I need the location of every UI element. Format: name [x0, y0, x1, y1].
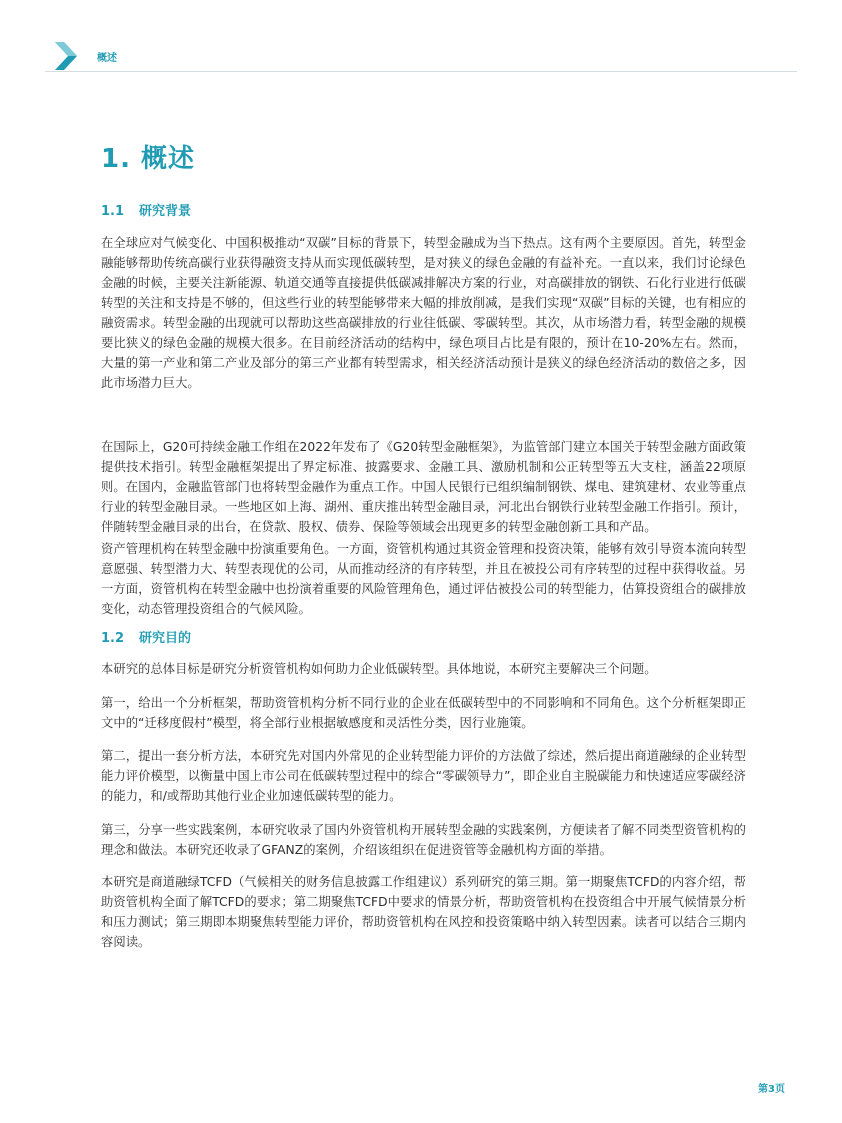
paragraph: 本研究是商道融绿TCFD（气候相关的财务信息披露工作组建议）系列研究的第三期。第一期聚焦TCFD的内容介绍，帮助资管机构全面了解TCFD的要求；第二期聚焦TCFD中要求的情景分析，帮助资管机构在投资组合中开展气候情景分析和压力测试；第三期即本期聚焦转型能力评价，帮助资管机构在风控和投资策略中纳入转型因素。读者可以结合三期内容阅读。 [101, 875, 746, 949]
header-divider [45, 71, 797, 72]
section-number: 1.1 [101, 204, 125, 219]
paragraph: 在全球应对气候变化、中国积极推动“双碳”目标的背景下，转型金融成为当下热点。这有两个主要原因。首先，转型金融能够帮助传统高碳行业获得融资支持从而实现低碳转型，是对狭义的绿色金融的有益补充。一直以来，我们讨论绿色金融的时候，主要关注新能源、轨道交通等直接提供低碳减排解决方案的行业，对高碳排放的钢铁、石化行业进行低碳转型的关注和支持是不够的，但这些行业的转型能够带来大幅的排放削减，是我们实现“双碳”目标的关键，也有相应的融资需求。转型金融的出现就可以帮助这些高碳排放的行业往低碳、零碳转型。其次，从市场潜力看，转型金融的规模要比狭义的绿色金融的规模大很多。在目前经济活动的结构中，绿色项目占比是有限的，预计在10-20%左右。然而，大量的第一产业和第二产业及部分的第三产业都有转型需求，相关经济活动预计是狭义的绿色经济活动的数倍之多，因此市场潜力巨大。 [101, 236, 746, 390]
section-title: 研究背景 [139, 204, 192, 219]
page-title: 1. 概述 [101, 144, 196, 174]
paragraph: 在国际上，G20可持续金融工作组在2022年发布了《G20转型金融框架》，为监管部门建立本国关于转型金融方面政策提供技术指引。转型金融框架提出了界定标准、披露要求、金融工具、激励机制和公正转型等五大支柱，涵盖22项原则。在国内，金融监管部门也将转型金融作为重点工作。中国人民银行已组织编制钢铁、煤电、建筑建材、农业等重点行业的转型金融目录。一些地区如上海、湖州、重庆推出转型金融目录，河北出台钢铁行业转型金融工作指引。预计，伴随转型金融目录的出台，在贷款、股权、债券、保险等领域会出现更多的转型金融创新工具和产品。 [101, 440, 746, 534]
paragraph: 第三，分享一些实践案例，本研究收录了国内外资管机构开展转型金融的实践案例，方便读者了解不同类型资管机构的理念和做法。本研究还收录了GFANZ的案例，介绍该组织在促进资管等金融机构方面的举措。 [101, 823, 746, 857]
header-title: 概述 [97, 53, 117, 64]
page-number: 第3页 [758, 1084, 785, 1095]
chevron-right-icon [55, 42, 77, 70]
section-heading-1-2 [101, 627, 191, 646]
section-title: 研究目的 [139, 631, 192, 646]
paragraph: 本研究的总体目标是研究分析资管机构如何助力企业低碳转型。具体地说，本研究主要解决三个问题。 [101, 662, 657, 676]
section-number: 1.2 [101, 631, 125, 646]
section-heading-1-1 [101, 200, 191, 219]
paragraph: 第二，提出一套分析方法，本研究先对国内外常见的企业转型能力评价的方法做了综述，然后提出商道融绿的企业转型能力评价模型，以衡量中国上市公司在低碳转型过程中的综合“零碳领导力”，即企业自主脱碳能力和快速适应零碳经济的能力，和/或帮助其他行业企业加速低碳转型的能力。 [101, 749, 746, 803]
paragraph: 资产管理机构在转型金融中扮演重要角色。一方面，资管机构通过其资金管理和投资决策，能够有效引导资本流向转型意愿强、转型潜力大、转型表现优的公司，从而推动经济的有序转型，并且在被投公司有序转型的过程中获得收益。另一方面，资管机构在转型金融中也扮演着重要的风险管理角色，通过评估被投公司的转型能力，估算投资组合的碳排放变化，动态管理投资组合的气候风险。 [101, 542, 746, 616]
paragraph: 第一，给出一个分析框架，帮助资管机构分析不同行业的企业在低碳转型中的不同影响和不同角色。这个分析框架即正文中的“迁移度假村”模型，将全部行业根据敏感度和灵活性分类，因行业施策。 [101, 696, 746, 730]
page-header [45, 40, 797, 72]
